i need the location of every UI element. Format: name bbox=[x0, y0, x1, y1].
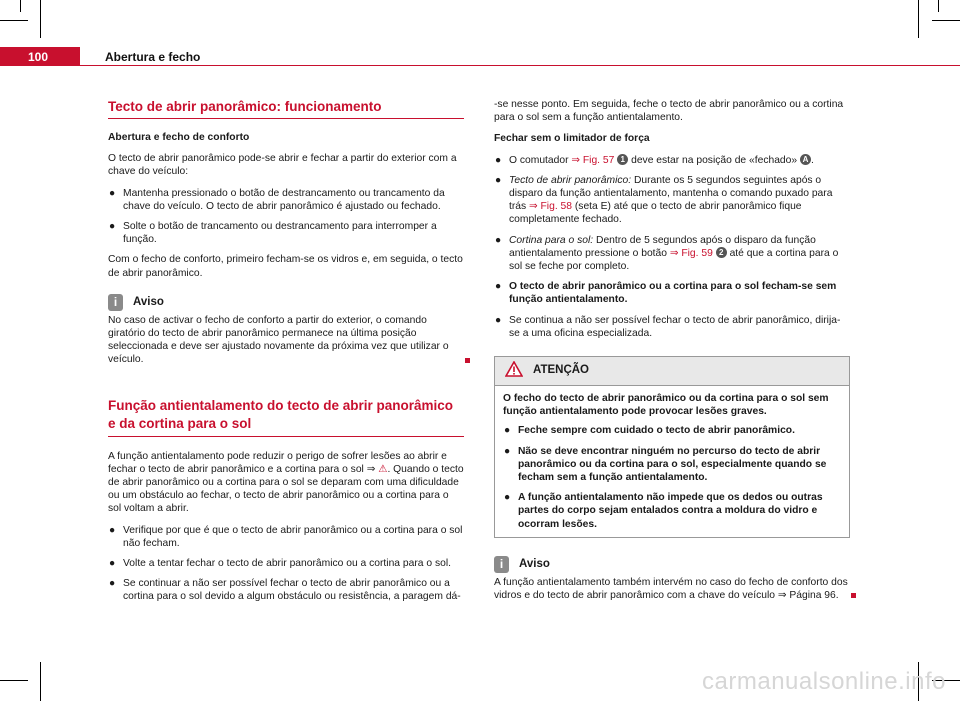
list-item: ● Verifique por que é que o tecto de abrir panorâmico ou a cortina para o sol não fecham. bbox=[109, 524, 463, 549]
crop-mark bbox=[40, 0, 41, 38]
list-item: ● Volte a tentar fechar o tecto de abrir panorâmico ou a cortina para o sol. bbox=[109, 558, 451, 570]
section-title-antientrapment: Função antientalamento do tecto de abrir panorâmico e da cortina para o sol bbox=[108, 397, 464, 437]
crop-mark bbox=[918, 0, 919, 38]
warning-icon bbox=[505, 361, 523, 381]
note-title: Aviso bbox=[519, 558, 550, 571]
fig59-link[interactable]: ⇒ Fig. 59 bbox=[669, 247, 713, 259]
list-item: ● Feche sempre com cuidado o tecto de abrir panorâmico. bbox=[504, 425, 795, 437]
note-text: A função antientalamento também intervém no caso do fecho de conforto dos vidros e do tecto de abrir panorâmico com a chave do veículo ⇒ Página 96. bbox=[494, 576, 848, 602]
warning-box bbox=[494, 356, 850, 538]
crop-mark bbox=[20, 0, 21, 12]
left-column bbox=[108, 98, 464, 611]
callout-1: 1 bbox=[617, 154, 628, 165]
list-item: ● O tecto de abrir panorâmico ou a cortina para o sol fecham-se sem função antientalamento. bbox=[495, 281, 837, 306]
crop-mark bbox=[932, 20, 960, 21]
note-text: No caso de activar o fecho de conforto a partir do exterior, o comando giratório do tecto de abrir panorâmico permanece na última posição seleccionada e deve ser ajustado novamente da próxima vez que utilizar o veículo. bbox=[108, 314, 449, 366]
list-item: ● O comutador ⇒ Fig. 57 1 deve estar na posição de «fechado» A . bbox=[495, 154, 814, 166]
list-item: ● Não se deve encontrar ninguém no percurso do tecto de abrir panorâmico ou da cortina para o sol, especialmente quando se fecham sem a função antientalamento. bbox=[504, 445, 827, 484]
section-title-functioning: Tecto de abrir panorâmico: funcionamento bbox=[108, 98, 464, 119]
comfort-close-text: Com o fecho de conforto, primeiro fecham-se os vidros e, em seguida, o tecto de abrir panorâmico. bbox=[108, 254, 463, 279]
header-rule bbox=[0, 65, 960, 66]
warning-title: ATENÇÃO bbox=[533, 364, 590, 377]
comfort-heading: Abertura e fecho de conforto bbox=[108, 132, 250, 143]
info-icon: i bbox=[108, 294, 123, 311]
list-item: ● Tecto de abrir panorâmico: Durante os 5 segundos seguintes após o disparo da função antientalamento, mantenha o comando puxado para trás ⇒ Fig. 58 (seta E) até que o tecto de abrir panorâmico fique completamente fechado. bbox=[495, 174, 833, 226]
right-column bbox=[494, 98, 850, 606]
chapter-title: Abertura e fecho bbox=[105, 50, 201, 64]
nolimit-heading: Fechar sem o limitador de força bbox=[494, 133, 650, 145]
page-number: 100 bbox=[28, 50, 49, 64]
note-title: Aviso bbox=[133, 296, 164, 309]
fig58-link[interactable]: ⇒ Fig. 58 bbox=[529, 201, 572, 213]
list-item: ● Cortina para o sol: Dentro de 5 segundos após o disparo da função antientalamento pressione o botão ⇒ Fig. 59 2 até que a cortina para o sol se feche por completo. bbox=[495, 234, 839, 273]
info-icon: i bbox=[494, 556, 509, 573]
warning-link[interactable]: ⚠ bbox=[378, 463, 388, 475]
crop-mark bbox=[0, 20, 28, 21]
comfort-intro: O tecto de abrir panorâmico pode-se abrir e fechar a partir do exterior com a chave do veículo: bbox=[108, 153, 457, 178]
list-item: ● Se continua a não ser possível fechar o tecto de abrir panorâmico, dirija-se a uma oficina especializada. bbox=[495, 314, 841, 339]
fig57-link[interactable]: ⇒ Fig. 57 bbox=[571, 154, 615, 166]
end-mark bbox=[465, 358, 470, 363]
callout-2: 2 bbox=[716, 247, 727, 258]
crop-mark bbox=[938, 0, 939, 12]
callout-a: A bbox=[800, 154, 811, 165]
watermark: carmanualsonline.info bbox=[702, 668, 946, 695]
continuation-text: -se nesse ponto. Em seguida, feche o tecto de abrir panorâmico ou a cortina para o sol sem a função antientalamento. bbox=[494, 99, 844, 124]
warning-intro: O fecho do tecto de abrir panorâmico ou da cortina para o sol sem função antientalamento pode provocar lesões graves. bbox=[503, 393, 829, 418]
note-box bbox=[494, 554, 850, 602]
list-item: ● Mantenha pressionado o botão de destrancamento ou trancamento da chave do veículo. O tecto de abrir panorâmico é ajustado ou fechado. bbox=[109, 187, 445, 212]
crop-mark bbox=[40, 662, 41, 701]
antientrapment-intro: A função antientalamento pode reduzir o perigo de sofrer lesões ao abrir e fechar o tecto de abrir panorâmico e a cortina para o sol ⇒ ⚠. Quando o tecto de abrir panorâmico ou a cortina para o sol se deparam com uma dificuldade ou um obstáculo ao fechar, o tecto de abrir panorâmico ou a cortina para o sol voltam a abrir. bbox=[108, 450, 464, 515]
crop-mark bbox=[0, 680, 28, 681]
end-mark bbox=[851, 593, 856, 598]
list-item: ● Solte o botão de trancamento ou destrancamento para interromper a função. bbox=[109, 221, 437, 246]
list-item: ● Se continuar a não ser possível fechar o tecto de abrir panorâmico ou a cortina para o sol devido a algum obstáculo ou resistência, a paragem dá- bbox=[109, 578, 461, 603]
note-box bbox=[108, 292, 464, 367]
list-item: ● A função antientalamento não impede que os dedos ou outras partes do corpo sejam entalados contra a moldura do vidro e ocorram lesões. bbox=[504, 492, 823, 530]
